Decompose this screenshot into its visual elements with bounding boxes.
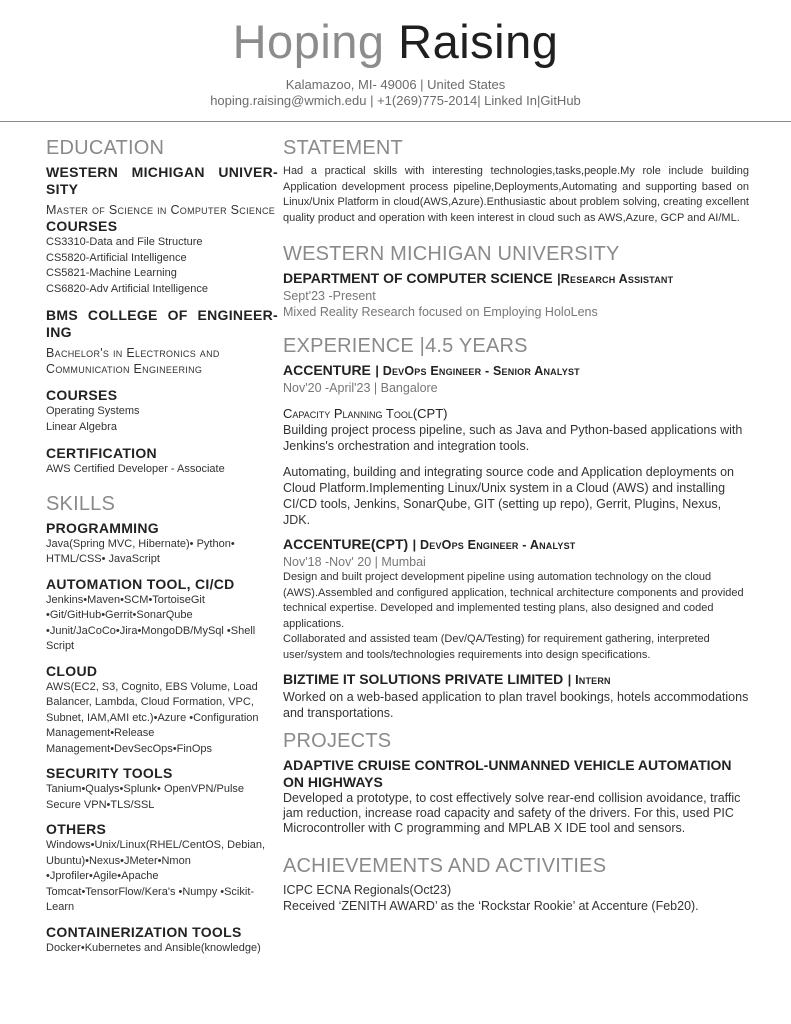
skill-group-text: AWS(EC2, S3, Cognito, EBS Volume, Load Balancer, Lambda, Cloud Formation, VPC, Subnet, IAM,AMI etc.)•Azure •Configuration Management•Release Management•DevSecOps•FinOps xyxy=(46,680,259,755)
first-name: Hoping xyxy=(232,15,385,68)
job-header xyxy=(283,671,749,689)
projects-title: PROJECTS xyxy=(283,730,392,752)
job-paragraph: Design and built project development pipeline using automation technology on the cloud (AWS).Assembled and configured application, technical architecture components and provided technical expertise. Developed and implemented testing plans, also designed and coded applications. xyxy=(283,571,744,630)
skill-group-text: Windows•Unix/Linux(RHEL/CentOS, Debian, Ubuntu)•Nexus•JMeter•Nmon •Jprofiler•Agile•Apache Tomcat•TensorFlow/Kera's •Numpy •Scikit-Learn xyxy=(46,839,266,913)
job-header xyxy=(283,362,749,380)
project-name: Capacity Planning Tool(CPT) xyxy=(283,406,448,421)
job-paragraph: Building project process pipeline, such as Java and Python-based applications with Jenkins's orchestration and integration tools. xyxy=(283,423,743,453)
skills-title: SKILLS xyxy=(46,492,116,515)
course-item: CS3310-Data and File Structure xyxy=(46,236,203,248)
right-column xyxy=(283,136,749,914)
skill-group-title: AUTOMATION TOOL, CI/CD xyxy=(46,575,235,592)
job-company: ACCENTURE(CPT) xyxy=(283,536,409,552)
job-role: | Intern xyxy=(567,673,611,687)
skill-group-title: PROGRAMMING xyxy=(46,519,159,536)
course-item: CS5820-Artificial Intelligence xyxy=(46,251,187,264)
course-item: CS5821-Machine Learning xyxy=(46,267,177,279)
achievement-item: Received ‘ZENITH AWARD’ as the ‘Rockstar Rookie’ at Accenture (Feb20). xyxy=(283,899,699,913)
project-title: ADAPTIVE CRUISE CONTROL-UNMANNED VEHICLE AUTOMATION ON HIGHWAYS xyxy=(283,757,732,790)
project-description: Developed a prototype, to cost effectively solve rear-end collision avoidance, traffic jam reduction, increase road capacity and safety of the drivers. For this, used PIC Microcontroller with C programming and MPLAB X IDE tool and sensors. xyxy=(283,791,741,835)
job-paragraph: Collaborated and assisted team (Dev/QA/Testing) for requirement gathering, interpreted user/system and tools/technologies requirements into design specifications. xyxy=(283,633,710,661)
course-item: Linear Algebra xyxy=(46,420,117,433)
degree: Master of Science in Computer Science xyxy=(46,203,276,217)
job-dates: Nov'20 -April'23 | Bangalore xyxy=(283,381,438,395)
left-column xyxy=(46,136,278,956)
job-paragraph: Worked on a web-based application to plan travel bookings, hotels accommodations and transportations. xyxy=(283,690,749,720)
certification-title: CERTIFICATION xyxy=(46,445,157,461)
education-title: EDUCATION xyxy=(46,137,165,159)
achievements-title: ACHIEVEMENTS AND ACTIVITIES xyxy=(283,855,607,877)
certification-item: AWS Certified Developer - Associate xyxy=(46,463,225,475)
wmu-dates: Sept'23 -Present xyxy=(283,289,376,303)
skill-group-title: CLOUD xyxy=(46,662,98,679)
department-role: |Research Assistant xyxy=(557,272,674,286)
degree: Bachelor's in Electronics and Communication Engineering xyxy=(46,346,220,376)
statement-text: Had a practical skills with interesting technologies,tasks,people.My role include building Application development process pipeline,Deployments,Automating and supporting based on Linux/Unix Platform in cloud(AWS,Azure).Enthusiastic about problem solving, creating excellent quality product and operation with keen interest in cloud such as AWS,Azure, GCP and AI/ML. xyxy=(283,165,749,224)
school-name: BMS COLLEGE OF ENGINEER-ING xyxy=(46,307,278,340)
contact-line: hoping.raising@wmich.edu | +1(269)775-2014| Linked In|GitHub xyxy=(210,93,581,108)
job-role: | DevOps Engineer - Analyst xyxy=(412,538,576,552)
resume-header xyxy=(0,14,791,109)
last-name: Raising xyxy=(398,15,559,68)
school-name: WESTERN MICHIGAN UNIVER-SITY xyxy=(46,164,278,197)
achievement-item: ICPC ECNA Regionals(Oct23) xyxy=(283,883,452,897)
job-company: BIZTIME IT SOLUTIONS PRIVATE LIMITED xyxy=(283,671,564,687)
wmu-dept-line xyxy=(283,270,749,288)
job-dates: Nov'18 -Nov' 20 | Mumbai xyxy=(283,555,426,569)
department-name: DEPARTMENT OF COMPUTER SCIENCE xyxy=(283,270,553,286)
wmu-desc: Mixed Reality Research focused on Employing HoloLens xyxy=(283,305,598,319)
skill-group-title: SECURITY TOOLS xyxy=(46,765,173,781)
job-header xyxy=(283,536,749,554)
courses-title: COURSES xyxy=(46,218,118,234)
skill-group-text: Docker•Kubernetes and Ansible(knowledge) xyxy=(46,941,261,954)
statement-title: STATEMENT xyxy=(283,137,403,159)
skill-group-title: CONTAINERIZATION TOOLS xyxy=(46,923,242,940)
wmu-title: WESTERN MICHIGAN UNIVERSITY xyxy=(283,243,620,265)
skill-group-text: Java(Spring MVC, Hibernate)• Python• HTML/CSS• JavaScript xyxy=(46,537,235,565)
course-item: Operating Systems xyxy=(46,405,140,417)
skill-group-text: Jenkins•Maven•SCM•TortoiseGit •Git/GitHub•Gerrit•SonarQube •Junit/JaCoCo•Jira•MongoDB/MySql •Shell Script xyxy=(46,593,256,652)
course-item: CS6820-Adv Artificial Intelligence xyxy=(46,282,209,295)
skill-group-text: Tanium•Qualys•Splunk• OpenVPN/Pulse Secure VPN•TLS/SSL xyxy=(46,783,245,811)
candidate-name xyxy=(0,14,791,70)
job-role: | DevOps Engineer - Senior Analyst xyxy=(375,364,580,378)
experience-title: EXPERIENCE |4.5 YEARS xyxy=(283,335,528,357)
header-divider xyxy=(0,121,791,122)
courses-title: COURSES xyxy=(46,387,118,403)
location: Kalamazoo, MI- 49006 | United States xyxy=(285,77,506,92)
job-company: ACCENTURE xyxy=(283,362,371,378)
skill-group-title: OTHERS xyxy=(46,821,107,837)
job-paragraph: Automating, building and integrating source code and Application deployments on Cloud Platform.Implementing Linux/Unix system in a Cloud (AWS) and installing CI/CD tools, Jenkins, SonarQube, GIT (setting up repo), Gerrit, Plugins, Nexus, JDK. xyxy=(283,465,735,527)
